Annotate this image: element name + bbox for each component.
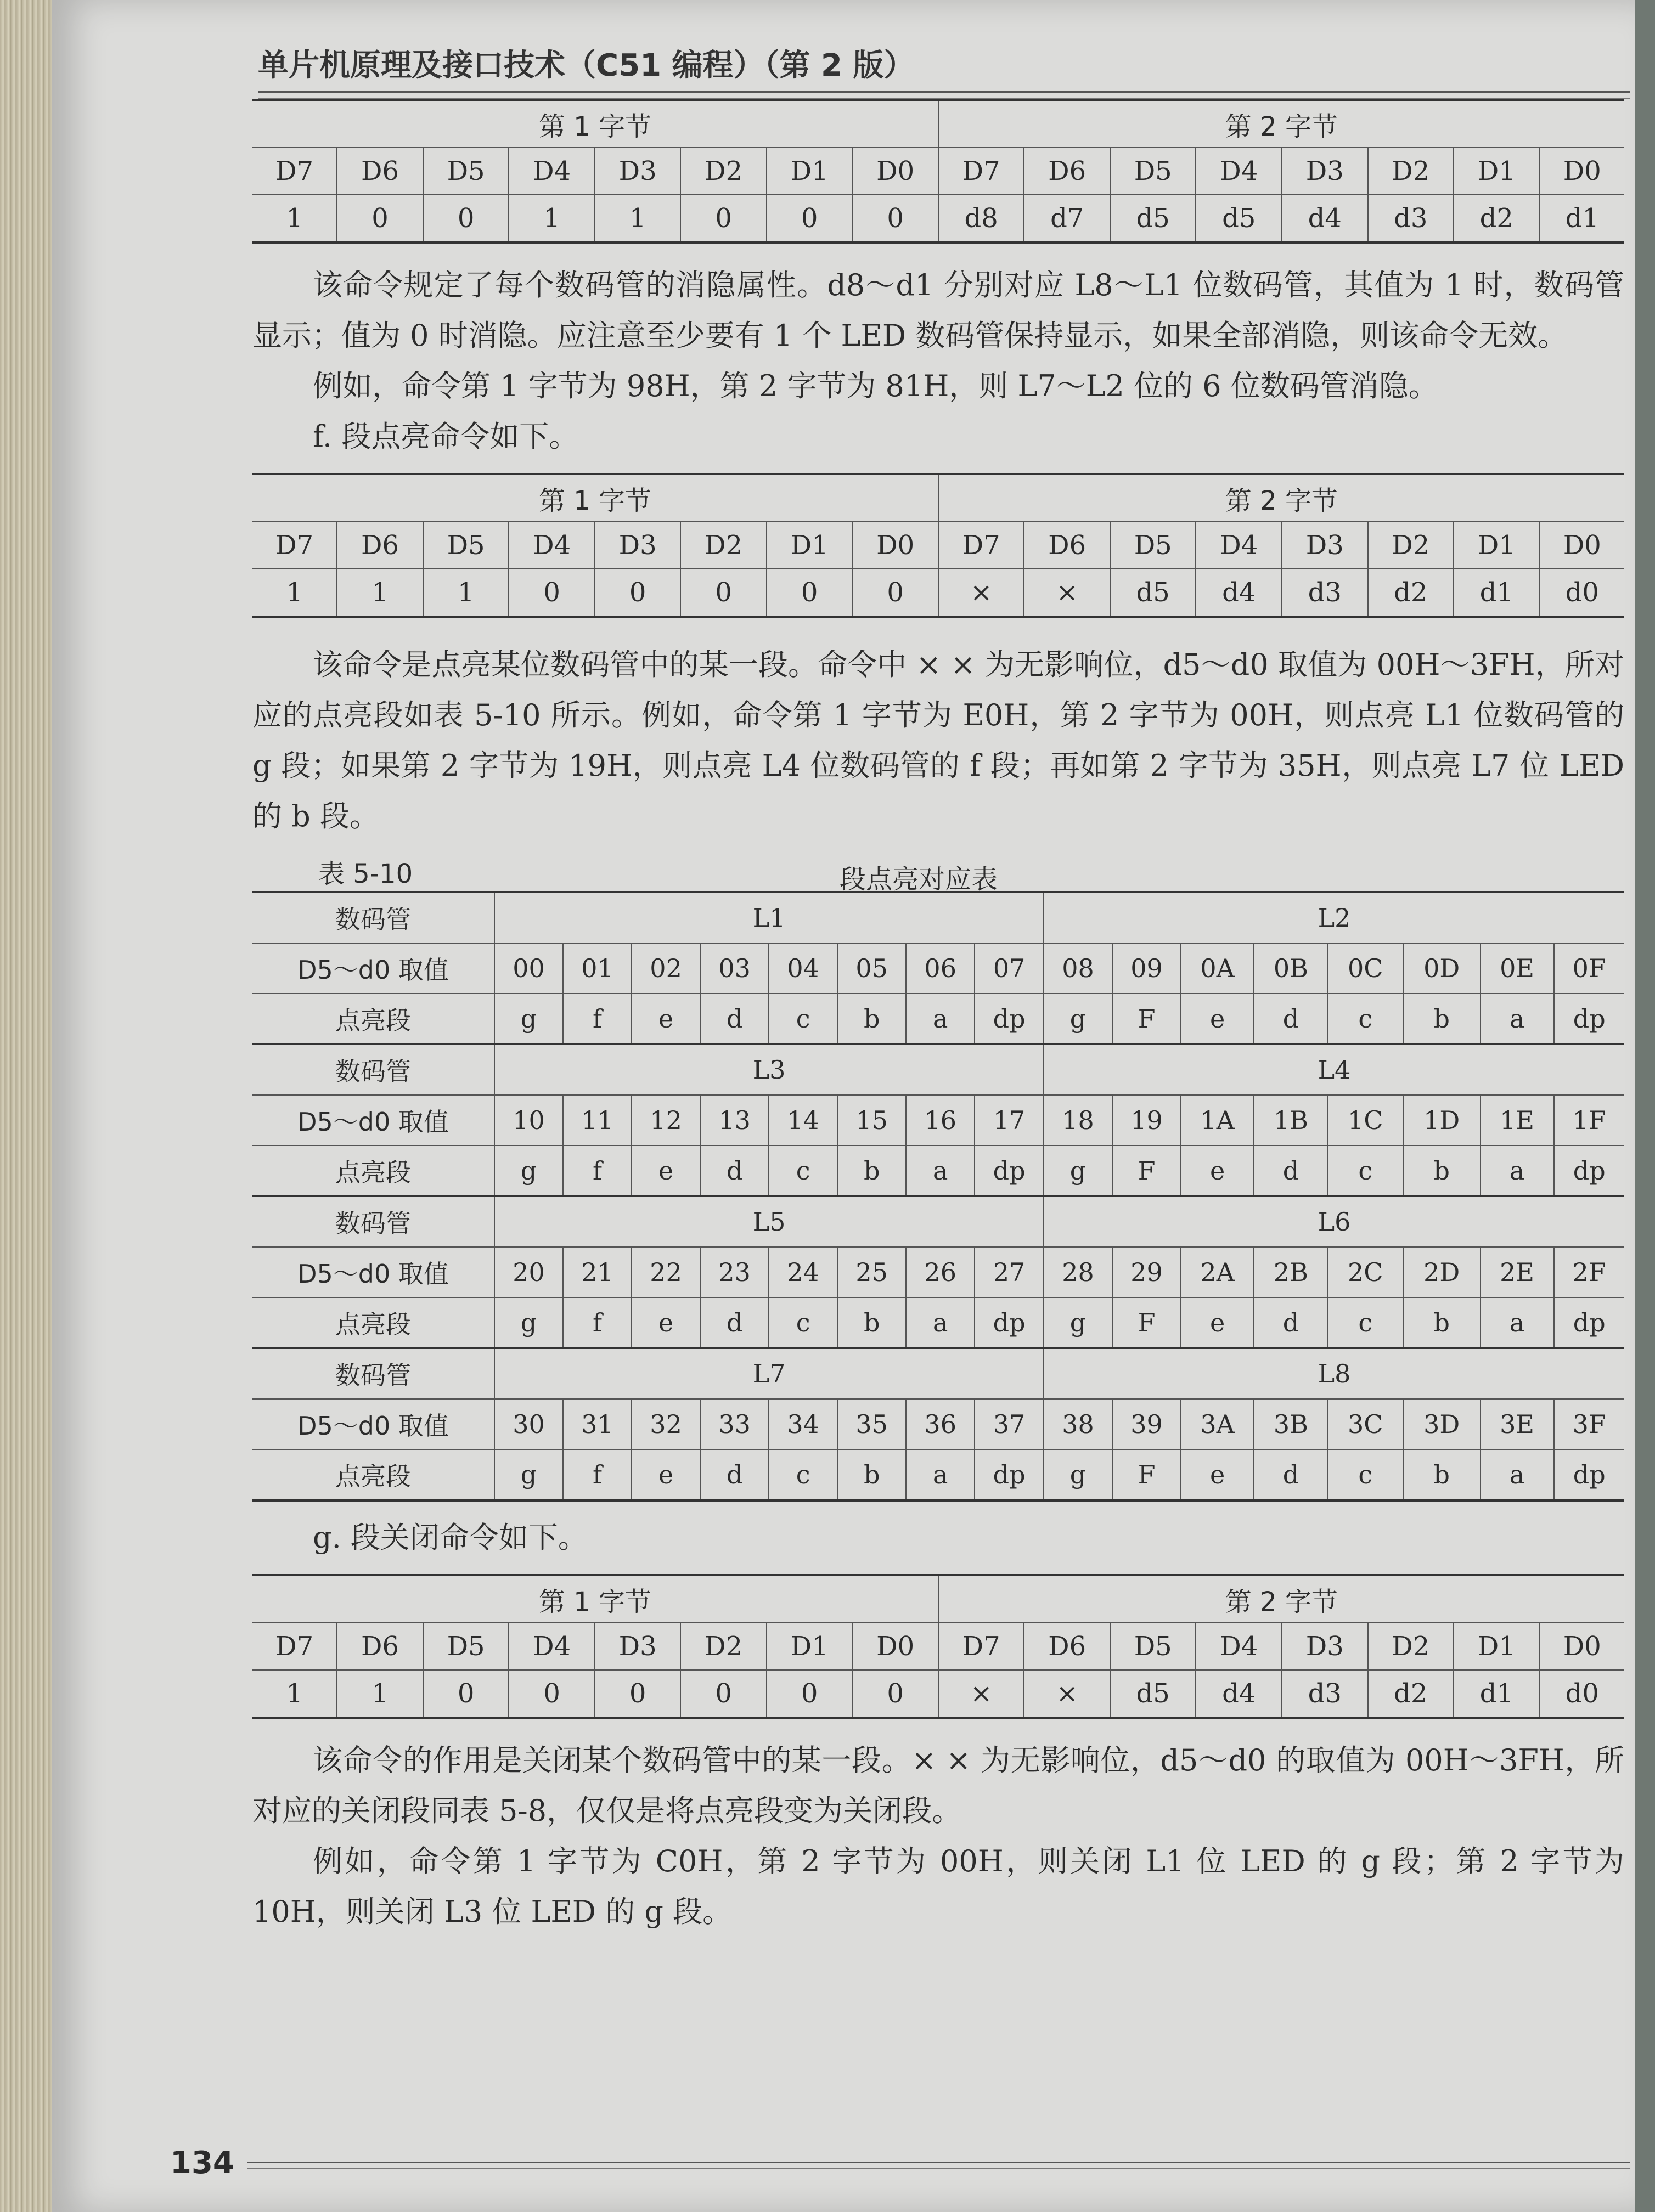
value-cell: 3A	[1181, 1399, 1254, 1449]
segment-cell: e	[632, 1449, 700, 1500]
bit-value-row	[252, 569, 1624, 617]
tube-left: L3	[494, 1045, 1044, 1096]
value-cell: 17	[975, 1095, 1044, 1146]
segment-cell: g	[494, 1146, 563, 1197]
bit-value-cell: 0	[423, 1670, 509, 1718]
byte2-header: 第 2 字节	[938, 1575, 1624, 1623]
bit-value-cell: 0	[595, 1670, 681, 1718]
row-label-segment: 点亮段	[252, 1146, 494, 1197]
bit-name-cell: D3	[595, 522, 681, 569]
value-row	[252, 1399, 1624, 1449]
segment-row	[252, 1146, 1624, 1197]
value-cell: 38	[1044, 1399, 1112, 1449]
row-label-tube: 数码管	[252, 892, 494, 943]
segment-cell: c	[769, 994, 837, 1045]
bit-name-cell: D1	[767, 522, 853, 569]
bit-value-cell: 0	[680, 569, 767, 617]
bit-name-cell: D5	[423, 148, 509, 195]
bit-name-cell: D2	[1368, 522, 1454, 569]
value-row	[252, 1095, 1624, 1146]
bit-value-cell: d4	[1196, 569, 1282, 617]
bit-name-cell: D0	[852, 148, 938, 195]
row-label-segment: 点亮段	[252, 1297, 494, 1348]
value-cell: 0C	[1328, 943, 1403, 994]
value-cell: 1B	[1254, 1095, 1327, 1146]
byte-group-row	[252, 474, 1624, 522]
segment-cell: f	[563, 1146, 632, 1197]
segment-cell: e	[632, 1297, 700, 1348]
table-number: 表 5-10	[318, 859, 413, 889]
segment-cell: g	[1044, 994, 1112, 1045]
bit-name-cell: D4	[509, 1623, 595, 1670]
segment-cell: e	[1181, 994, 1254, 1045]
row-label-tube: 数码管	[252, 1348, 494, 1400]
value-cell: 04	[769, 943, 837, 994]
segment-cell: g	[1044, 1297, 1112, 1348]
bit-value-cell: d2	[1368, 569, 1454, 617]
bit-value-cell: 0	[767, 195, 853, 242]
value-cell: 14	[769, 1095, 837, 1146]
value-cell: 26	[906, 1247, 975, 1297]
value-cell: 1C	[1328, 1095, 1403, 1146]
row-label-value: D5～d0 取值	[252, 943, 494, 994]
tube-row	[252, 892, 1624, 943]
byte2-header: 第 2 字节	[938, 474, 1624, 522]
bit-name-cell: D5	[423, 1623, 509, 1670]
bit-value-cell: 0	[767, 569, 853, 617]
bit-name-cell: D7	[938, 1623, 1024, 1670]
bit-value-cell: d7	[1024, 195, 1110, 242]
row-label-tube: 数码管	[252, 1197, 494, 1248]
segment-cell: c	[1328, 1297, 1403, 1348]
bit-value-cell: 0	[423, 195, 509, 242]
bit-name-cell: D4	[509, 148, 595, 195]
tube-right: L8	[1044, 1348, 1624, 1400]
value-cell: 28	[1044, 1247, 1112, 1297]
page-content	[252, 99, 1624, 1937]
value-cell: 1A	[1181, 1095, 1254, 1146]
segment-cell: b	[1403, 1449, 1481, 1500]
paragraph-segment-off-example: 例如，命令第 1 字节为 C0H，第 2 字节为 00H，则关闭 L1 位 LED 的 g 段；第 2 字节为 10H，则关闭 L3 位 LED 的 g 段。	[252, 1844, 1624, 1929]
bit-value-cell: 0	[595, 569, 681, 617]
segment-cell: d	[1254, 1449, 1327, 1500]
value-row	[252, 1247, 1624, 1297]
value-cell: 31	[563, 1399, 632, 1449]
value-cell: 2D	[1403, 1247, 1481, 1297]
segment-cell: b	[837, 1146, 906, 1197]
bit-value-cell: 0	[852, 569, 938, 617]
segment-row	[252, 1449, 1624, 1500]
bit-value-cell: ×	[1024, 569, 1110, 617]
segment-cell: d	[700, 1449, 769, 1500]
segment-cell: dp	[1554, 1449, 1624, 1500]
bit-value-cell: ×	[1024, 1670, 1110, 1718]
bit-name-row	[252, 1623, 1624, 1670]
bit-value-cell: d2	[1454, 195, 1540, 242]
bit-name-cell: D2	[680, 1623, 767, 1670]
bit-value-row	[252, 1670, 1624, 1718]
segment-cell: e	[1181, 1449, 1254, 1500]
value-cell: 20	[494, 1247, 563, 1297]
value-cell: 1E	[1481, 1095, 1554, 1146]
bit-name-cell: D1	[1454, 148, 1540, 195]
bit-name-cell: D2	[680, 522, 767, 569]
bit-value-cell: d0	[1540, 569, 1624, 617]
value-cell: 07	[975, 943, 1044, 994]
byte-group-row	[252, 100, 1624, 148]
value-cell: 29	[1112, 1247, 1181, 1297]
segment-cell: a	[906, 1146, 975, 1197]
segment-cell: c	[769, 1297, 837, 1348]
bit-name-cell: D3	[595, 148, 681, 195]
bit-name-cell: D3	[1282, 1623, 1368, 1670]
tube-row	[252, 1348, 1624, 1400]
bit-value-cell: d2	[1368, 1670, 1454, 1718]
value-cell: 33	[700, 1399, 769, 1449]
segment-cell: g	[494, 1297, 563, 1348]
bit-name-cell: D1	[767, 148, 853, 195]
tube-right: L4	[1044, 1045, 1624, 1096]
value-cell: 22	[632, 1247, 700, 1297]
segment-row	[252, 1297, 1624, 1348]
item-f-heading: f. 段点亮命令如下。	[313, 419, 579, 454]
tube-right: L6	[1044, 1197, 1624, 1248]
value-cell: 08	[1044, 943, 1112, 994]
segment-cell: d	[700, 1297, 769, 1348]
segment-cell: e	[632, 1146, 700, 1197]
segment-cell: F	[1112, 1146, 1181, 1197]
paragraph-segment-on-desc: 该命令是点亮某位数码管中的某一段。命令中 × × 为无影响位，d5～d0 取值为 00H～3FH，所对应的点亮段如表 5-10 所示。例如，命令第 1 字节为 E0H，第 2 字节为 00H，则点亮 L1 位数码管的 g 段；如果第 2 字节为 19H，则点亮 L4 位数码管的 f 段；再如第 2 字节为 35H，则点亮 L7 位 LED 的 b 段。	[252, 647, 1624, 833]
row-label-value: D5～d0 取值	[252, 1247, 494, 1297]
segment-cell: g	[1044, 1146, 1112, 1197]
segment-cell: f	[563, 1449, 632, 1500]
value-cell: 0D	[1403, 943, 1481, 994]
bit-value-cell: d4	[1196, 1670, 1282, 1718]
value-cell: 30	[494, 1399, 563, 1449]
bit-name-cell: D6	[1024, 522, 1110, 569]
bit-name-cell: D3	[1282, 148, 1368, 195]
value-cell: 37	[975, 1399, 1044, 1449]
bit-name-cell: D5	[1110, 148, 1196, 195]
bit-value-cell: 0	[509, 1670, 595, 1718]
book-spine	[0, 0, 52, 2212]
value-cell: 18	[1044, 1095, 1112, 1146]
bit-value-cell: 1	[337, 569, 423, 617]
value-cell: 09	[1112, 943, 1181, 994]
item-g-heading: g. 段关闭命令如下。	[313, 1520, 588, 1555]
segment-row	[252, 994, 1624, 1045]
value-cell: 3C	[1328, 1399, 1403, 1449]
value-cell: 03	[700, 943, 769, 994]
bit-name-cell: D7	[938, 148, 1024, 195]
page-footer	[170, 2140, 1630, 2183]
bit-name-cell: D5	[1110, 522, 1196, 569]
value-cell: 1F	[1554, 1095, 1624, 1146]
tube-left: L5	[494, 1197, 1044, 1248]
bit-name-cell: D7	[252, 148, 337, 195]
bit-name-cell: D1	[1454, 522, 1540, 569]
bit-value-cell: 0	[509, 569, 595, 617]
value-cell: 2B	[1254, 1247, 1327, 1297]
segment-cell: f	[563, 1297, 632, 1348]
value-cell: 34	[769, 1399, 837, 1449]
byte1-header: 第 1 字节	[252, 1575, 938, 1623]
bit-name-cell: D2	[1368, 148, 1454, 195]
bit-value-cell: d1	[1454, 569, 1540, 617]
segment-cell: dp	[975, 994, 1044, 1045]
paragraph-blanking-example: 例如，命令第 1 字节为 98H，第 2 字节为 81H，则 L7～L2 位的 6 位数码管消隐。	[313, 369, 1438, 403]
segment-cell: a	[1481, 994, 1554, 1045]
value-cell: 15	[837, 1095, 906, 1146]
bit-value-cell: 0	[680, 1670, 767, 1718]
segment-on-command-table	[252, 473, 1624, 618]
bit-name-cell: D0	[1540, 522, 1624, 569]
segment-cell: d	[1254, 1297, 1327, 1348]
bit-value-cell: 1	[252, 195, 337, 242]
bit-value-cell: d8	[938, 195, 1024, 242]
segment-cell: e	[1181, 1146, 1254, 1197]
segment-cell: F	[1112, 1297, 1181, 1348]
segment-cell: b	[1403, 1146, 1481, 1197]
segment-cell: c	[769, 1449, 837, 1500]
segment-cell: a	[1481, 1146, 1554, 1197]
value-cell: 27	[975, 1247, 1044, 1297]
bit-value-cell: d3	[1368, 195, 1454, 242]
value-cell: 1D	[1403, 1095, 1481, 1146]
segment-mapping-table	[252, 891, 1624, 1502]
row-label-segment: 点亮段	[252, 994, 494, 1045]
value-cell: 23	[700, 1247, 769, 1297]
bit-name-cell: D6	[337, 1623, 423, 1670]
value-cell: 2A	[1181, 1247, 1254, 1297]
tube-row	[252, 1197, 1624, 1248]
bit-name-cell: D4	[509, 522, 595, 569]
value-row	[252, 943, 1624, 994]
segment-cell: d	[1254, 1146, 1327, 1197]
segment-cell: b	[837, 1297, 906, 1348]
bit-name-cell: D2	[680, 148, 767, 195]
value-cell: 25	[837, 1247, 906, 1297]
segment-cell: b	[1403, 994, 1481, 1045]
segment-cell: g	[494, 1449, 563, 1500]
segment-cell: a	[906, 1297, 975, 1348]
bit-name-cell: D7	[252, 522, 337, 569]
table-title: 段点亮对应表	[840, 864, 998, 895]
bit-name-cell: D4	[1196, 1623, 1282, 1670]
value-cell: 35	[837, 1399, 906, 1449]
segment-cell: c	[1328, 1449, 1403, 1500]
bit-name-cell: D7	[938, 522, 1024, 569]
bit-value-cell: 1	[595, 195, 681, 242]
bit-name-cell: D2	[1368, 1623, 1454, 1670]
bit-value-cell: 0	[767, 1670, 853, 1718]
segment-cell: b	[1403, 1297, 1481, 1348]
value-cell: 10	[494, 1095, 563, 1146]
bit-value-cell: d5	[1196, 195, 1282, 242]
bit-value-cell: d3	[1282, 1670, 1368, 1718]
value-cell: 24	[769, 1247, 837, 1297]
footer-rule-thin	[247, 2168, 1630, 2169]
segment-cell: d	[700, 1146, 769, 1197]
segment-off-command-table	[252, 1574, 1624, 1719]
page-number: 134	[170, 2145, 234, 2181]
value-cell: 11	[563, 1095, 632, 1146]
bit-name-cell: D5	[423, 522, 509, 569]
value-cell: 2E	[1481, 1247, 1554, 1297]
value-cell: 13	[700, 1095, 769, 1146]
segment-cell: e	[1181, 1297, 1254, 1348]
bit-name-cell: D7	[252, 1623, 337, 1670]
segment-cell: c	[769, 1146, 837, 1197]
segment-cell: dp	[975, 1449, 1044, 1500]
value-cell: 2F	[1554, 1247, 1624, 1297]
tube-left: L7	[494, 1348, 1044, 1400]
bit-name-cell: D6	[337, 522, 423, 569]
segment-cell: a	[906, 1449, 975, 1500]
bit-value-cell: d5	[1110, 569, 1196, 617]
bit-name-cell: D0	[852, 522, 938, 569]
value-cell: 2C	[1328, 1247, 1403, 1297]
bit-name-cell: D1	[767, 1623, 853, 1670]
segment-cell: dp	[1554, 1297, 1624, 1348]
footer-rule	[247, 2162, 1630, 2163]
value-cell: 02	[632, 943, 700, 994]
bit-value-cell: ×	[938, 569, 1024, 617]
bit-name-cell: D0	[852, 1623, 938, 1670]
segment-cell: g	[1044, 1449, 1112, 1500]
bit-value-cell: 0	[852, 195, 938, 242]
bit-name-cell: D6	[1024, 1623, 1110, 1670]
table-caption	[252, 842, 1624, 895]
bit-name-cell: D5	[1110, 1623, 1196, 1670]
value-cell: 16	[906, 1095, 975, 1146]
bit-name-row	[252, 522, 1624, 569]
segment-cell: a	[906, 994, 975, 1045]
byte2-header: 第 2 字节	[938, 100, 1624, 148]
bit-value-cell: 0	[680, 195, 767, 242]
segment-cell: c	[1328, 994, 1403, 1045]
segment-cell: F	[1112, 1449, 1181, 1500]
value-cell: 3F	[1554, 1399, 1624, 1449]
value-cell: 0B	[1254, 943, 1327, 994]
byte-group-row	[252, 1575, 1624, 1623]
value-cell: 00	[494, 943, 563, 994]
running-header	[258, 30, 1641, 101]
bit-value-cell: 0	[337, 195, 423, 242]
bit-value-cell: 1	[337, 1670, 423, 1718]
bit-value-cell: 1	[252, 569, 337, 617]
segment-cell: dp	[1554, 1146, 1624, 1197]
value-cell: 21	[563, 1247, 632, 1297]
segment-cell: e	[632, 994, 700, 1045]
bit-name-cell: D0	[1540, 148, 1624, 195]
paragraph-segment-off-desc: 该命令的作用是关闭某个数码管中的某一段。× × 为无影响位，d5～d0 的取值为 00H～3FH，所对应的关闭段同表 5-8，仅仅是将点亮段变为关闭段。	[252, 1743, 1624, 1828]
segment-cell: d	[700, 994, 769, 1045]
segment-cell: a	[1481, 1449, 1554, 1500]
bit-name-cell: D4	[1196, 148, 1282, 195]
value-cell: 32	[632, 1399, 700, 1449]
segment-cell: dp	[975, 1297, 1044, 1348]
segment-cell: b	[837, 1449, 906, 1500]
bit-name-row	[252, 148, 1624, 195]
bit-value-cell: d1	[1540, 195, 1624, 242]
row-label-segment: 点亮段	[252, 1449, 494, 1500]
bit-value-cell: d1	[1454, 1670, 1540, 1718]
tube-row	[252, 1045, 1624, 1096]
bit-value-cell: 1	[252, 1670, 337, 1718]
header-rule	[258, 91, 1630, 93]
segment-cell: d	[1254, 994, 1327, 1045]
value-cell: 19	[1112, 1095, 1181, 1146]
bit-name-cell: D0	[1540, 1623, 1624, 1670]
bit-name-cell: D3	[595, 1623, 681, 1670]
value-cell: 12	[632, 1095, 700, 1146]
bit-name-cell: D6	[1024, 148, 1110, 195]
tube-left: L1	[494, 892, 1044, 943]
bit-value-cell: d5	[1110, 195, 1196, 242]
segment-cell: dp	[1554, 994, 1624, 1045]
segment-cell: f	[563, 994, 632, 1045]
segment-cell: g	[494, 994, 563, 1045]
header-title: 单片机原理及接口技术（C51 编程）（第 2 版）	[258, 48, 915, 83]
byte1-header: 第 1 字节	[252, 474, 938, 522]
row-label-tube: 数码管	[252, 1045, 494, 1096]
tube-right: L2	[1044, 892, 1624, 943]
bit-value-cell: d4	[1282, 195, 1368, 242]
bit-value-cell: d3	[1282, 569, 1368, 617]
bit-value-cell: 1	[423, 569, 509, 617]
bit-value-cell: ×	[938, 1670, 1024, 1718]
bit-name-cell: D4	[1196, 522, 1282, 569]
value-cell: 39	[1112, 1399, 1181, 1449]
row-label-value: D5～d0 取值	[252, 1095, 494, 1146]
bit-name-cell: D1	[1454, 1623, 1540, 1670]
bit-value-cell: 0	[852, 1670, 938, 1718]
value-cell: 05	[837, 943, 906, 994]
bit-value-row	[252, 195, 1624, 242]
row-label-value: D5～d0 取值	[252, 1399, 494, 1449]
byte1-header: 第 1 字节	[252, 100, 938, 148]
blanking-command-table	[252, 99, 1624, 244]
segment-cell: c	[1328, 1146, 1403, 1197]
value-cell: 3B	[1254, 1399, 1327, 1449]
value-cell: 0E	[1481, 943, 1554, 994]
paragraph-blanking-desc: 该命令规定了每个数码管的消隐属性。d8～d1 分别对应 L8～L1 位数码管，其值为 1 时，数码管显示；值为 0 时消隐。应注意至少要有 1 个 LED 数码管保持显示，如果全部消隐，则该命令无效。	[252, 268, 1624, 353]
bit-name-cell: D6	[337, 148, 423, 195]
value-cell: 3D	[1403, 1399, 1481, 1449]
segment-cell: dp	[975, 1146, 1044, 1197]
value-cell: 0F	[1554, 943, 1624, 994]
bit-value-cell: 1	[509, 195, 595, 242]
segment-cell: F	[1112, 994, 1181, 1045]
segment-cell: b	[837, 994, 906, 1045]
value-cell: 0A	[1181, 943, 1254, 994]
value-cell: 36	[906, 1399, 975, 1449]
value-cell: 06	[906, 943, 975, 994]
bit-value-cell: d5	[1110, 1670, 1196, 1718]
value-cell: 01	[563, 943, 632, 994]
bit-value-cell: d0	[1540, 1670, 1624, 1718]
value-cell: 3E	[1481, 1399, 1554, 1449]
segment-cell: a	[1481, 1297, 1554, 1348]
bit-name-cell: D3	[1282, 522, 1368, 569]
